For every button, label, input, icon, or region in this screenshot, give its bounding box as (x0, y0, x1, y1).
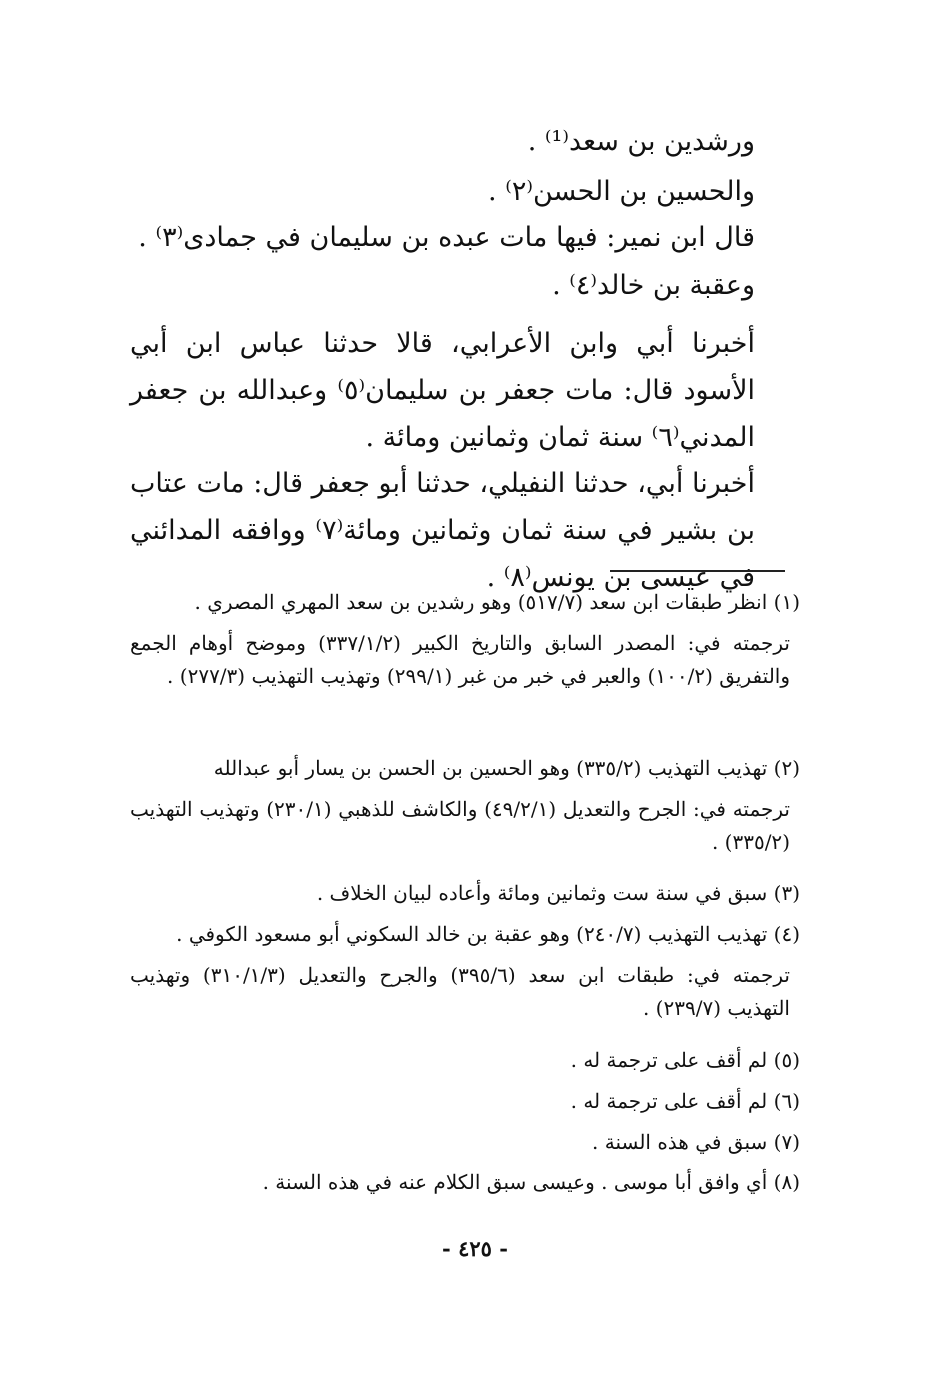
main-line-1: ورشدين بن سعد⁽¹⁾ . (527, 126, 755, 157)
footnote-4: (٤) تهذيب التهذيب (٢٤٠/٧) وهو عقبة بن خالد السكوني أبو مسعود الكوفي . (176, 922, 800, 946)
footnote-1: (١) انظر طبقات ابن سعد (٥١٧/٧) وهو رشدين بن سعد المهري المصري . (194, 590, 800, 614)
main-paragraph-1: أخبرنا أبي وابن الأعرابي، قالا حدثنا عباس ابن أبي الأسود قال: مات جعفر بن سليمان⁽٥⁾ وعبدالله بن جعفر المدني⁽٦⁾ سنة ثمان وثمانين ومائة . (130, 328, 755, 453)
footnote-7: (٧) سبق في هذه السنة . (592, 1130, 800, 1154)
page-number: - ٤٢٥ - (442, 1236, 508, 1261)
main-paragraph-2: أخبرنا أبي، حدثنا النفيلي، حدثنا أبو جعفر قال: مات عتاب بن بشير في سنة ثمان وثمانين ومائة⁽٧⁾ ووافقه المدائني في عيسى بن يونس⁽٨⁾ . (130, 468, 756, 593)
footnote-3: (٣) سبق في سنة ست وثمانين ومائة وأعاده لبيان الخلاف . (316, 881, 800, 905)
main-line-3: قال ابن نمير: فيها مات عبده بن سليمان في جمادى⁽٣⁾ . (138, 222, 755, 253)
main-line-2: والحسين بن الحسن⁽٢⁾ . (488, 176, 755, 207)
footnote-2: (٢) تهذيب التهذيب (٣٣٥/٢) وهو الحسين بن الحسن بن يسار أبو عبدالله (213, 756, 800, 780)
footnote-2-continuation: ترجمته في: الجرح والتعديل (٤٩/٢/١) والكاشف للذهبي (٢٣٠/١) وتهذيب التهذيب (٣٣٥/٢) . (130, 797, 790, 854)
footnote-6: (٦) لم أقف على ترجمة له . (570, 1089, 800, 1113)
footnote-8: (٨) أي وافق أبا موسى . وعيسى سبق الكلام عنه في هذه السنة . (262, 1170, 800, 1194)
footnote-4-continuation: ترجمته في: طبقات ابن سعد (٣٩٥/٦) والجرح والتعديل (٣١٠/١/٣) وتهذيب التهذيب (٢٣٩/٧) . (130, 963, 791, 1020)
main-line-4: وعقبة بن خالد⁽٤⁾ . (552, 270, 755, 301)
footnote-separator (610, 570, 785, 572)
footnote-1-continuation: ترجمته في: المصدر السابق والتاريخ الكبير (٣٣٧/١/٢) وموضح أوهام الجمع والتفريق (١٠٠/٢) والعبر في خبر من غبر (٢٩٩/١) وتهذيب التهذيب (٢٧٧/٣) . (130, 631, 790, 688)
footnote-5: (٥) لم أقف على ترجمة له . (570, 1048, 800, 1072)
